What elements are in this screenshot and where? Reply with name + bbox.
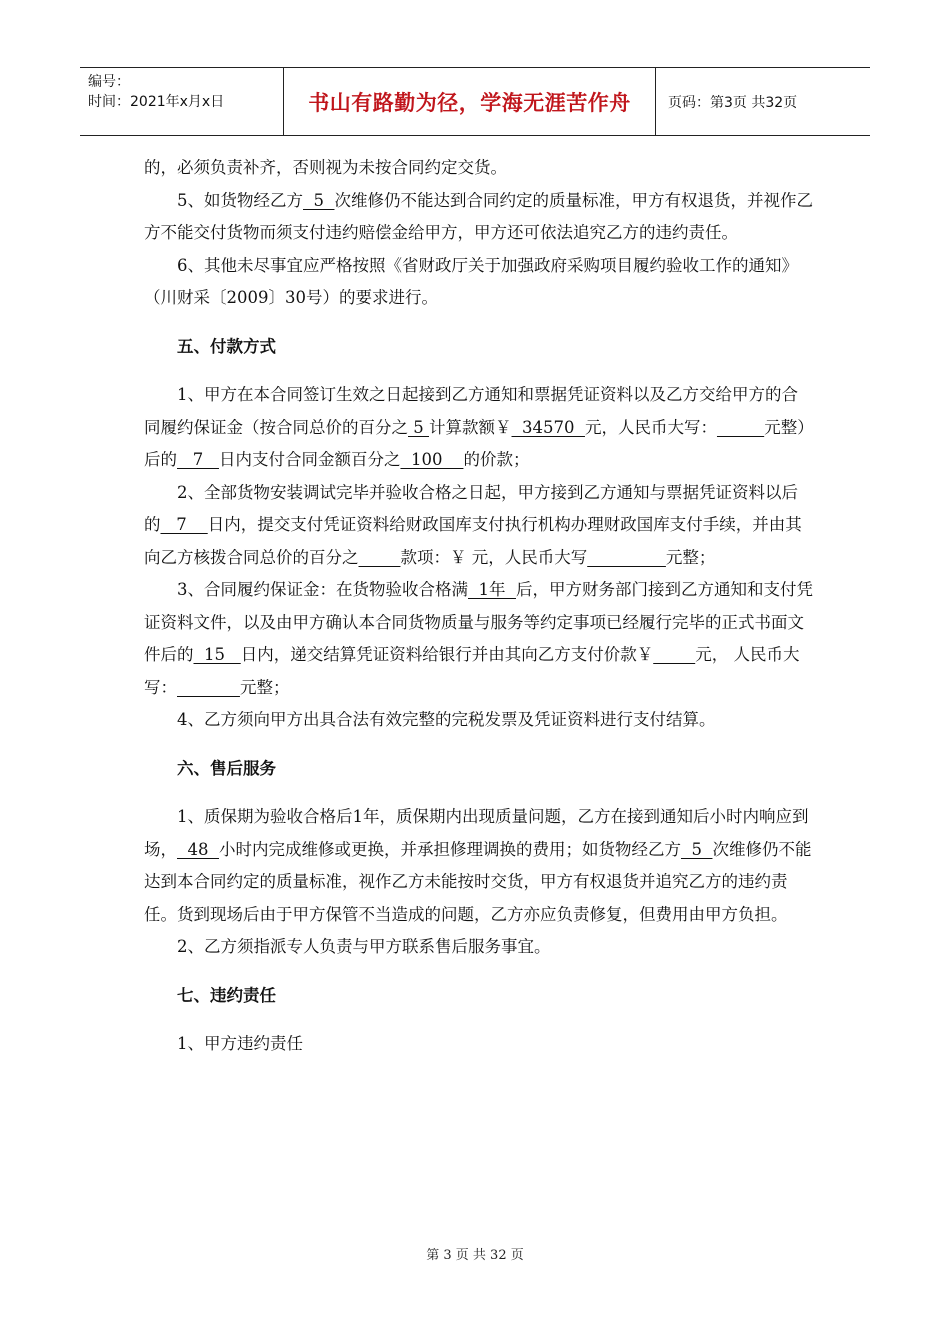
paragraph — [144, 185, 814, 250]
blank-field — [717, 418, 764, 437]
page-footer: 第 3 页 共 32 页 — [426, 1248, 524, 1263]
section-heading: 五、付款方式 — [177, 336, 276, 356]
document-number-label: 编号： — [88, 74, 130, 90]
text: 日内，递交结算凭证资料给银行并由其向乙方支付价款￥ — [240, 645, 654, 664]
text: 元整； — [665, 547, 716, 567]
paragraph: 2、乙方须指派专人负责与甲方联系售后服务事宜。 — [177, 937, 551, 956]
blank-field: 5 — [680, 839, 713, 859]
section-heading: 七、违约责任 — [177, 985, 276, 1005]
text: 3、合同履约保证金：在货物验收合格满 — [177, 580, 468, 599]
text: 次维修仍不能达到本合同约定的质量标准，视作乙方未能按时交货，甲方有权退货并追究乙方的违约责任。货到现场后由于甲方保管不当造成的问题，乙方亦应负责修复，但费用由甲方负担。 — [144, 839, 812, 924]
paragraph — [144, 379, 814, 477]
blank-field: 1年 — [468, 580, 516, 599]
header-meta — [80, 68, 284, 135]
blank-field: 7 — [160, 515, 208, 534]
paragraph: 1、甲方违约责任 — [177, 1034, 303, 1053]
page-header — [80, 67, 870, 136]
text: 后，甲方财务部门接到乙方通知和支付凭证资料文件，以及由甲方确认本合同货物质量与服务等约定事项已经履行完毕的正式书面文件后的 — [144, 580, 813, 664]
header-motto: 书山有路勤为径，学海无涯苦作舟 — [284, 68, 656, 135]
text: 小时内完成维修或更换，并承担修理调换的费用；如货物经乙方 — [218, 839, 681, 859]
text: 次维修仍不能达到合同约定的质量标准，甲方有权退货，并视作乙方不能交付货物而须支付违约赔偿金给甲方，甲方还可依法追究乙方的违约责任。 — [144, 190, 813, 242]
text: 元， 人民币大写： — [144, 645, 800, 697]
blank-field: 34570 — [511, 417, 585, 437]
text: 的价款； — [463, 450, 530, 469]
document-date: 时间：2021年x月x日 — [88, 94, 225, 110]
text: 日内支付合同金额百分之 — [218, 450, 401, 469]
text: 2、全部货物安装调试完毕并验收合格之日起，甲方接到乙方通知与票据凭证资料以后的 — [144, 482, 798, 534]
paragraph: 6、其他未尽事宜应严格按照《省财政厅关于加强政府采购项目履约验收工作的通知》（川财采〔2009〕30号）的要求进行。 — [144, 255, 798, 307]
blank-field — [177, 678, 240, 697]
blank-field: 5 — [408, 417, 429, 437]
blank-field: 100 — [400, 450, 464, 469]
blank-field: 15 — [193, 645, 241, 664]
paragraph — [144, 574, 814, 704]
blank-field: 7 — [177, 450, 219, 469]
paragraph: 4、乙方须向甲方出具合法有效完整的完税发票及凭证资料进行支付结算。 — [177, 710, 716, 729]
blank-field: 48 — [177, 839, 219, 859]
document-body — [144, 152, 814, 1061]
text: 1、甲方在本合同签订生效之日起接到乙方通知和票据凭证资料以及乙方交给甲方的合同履约保证金（按合同总价的百分之 — [144, 385, 798, 437]
text: 元，人民币大写： — [584, 417, 717, 437]
text: 款项：￥ 元，人民币大写 — [400, 547, 588, 567]
text: 元整； — [239, 677, 290, 697]
text: 5、如货物经乙方 — [177, 190, 303, 210]
blank-field — [653, 645, 695, 664]
paragraph — [144, 477, 814, 575]
paragraph: 的，必须负责补齐，否则视为未按合同约定交货。 — [144, 158, 507, 177]
blank-field — [587, 548, 666, 567]
blank-field — [359, 548, 401, 567]
paragraph — [144, 801, 814, 931]
section-heading: 六、售后服务 — [177, 758, 276, 778]
text: 1、质保期为验收合格后1年，质保期内出现质量问题，乙方在接到通知后小时内响应到场， — [144, 807, 809, 859]
text: 日内，提交支付凭证资料给财政国库支付执行机构办理财政国库支付手续，并由其向乙方核拨合同总价的百分之 — [144, 515, 802, 567]
text: 计算款额￥ — [429, 417, 512, 437]
blank-field: 5 — [303, 190, 335, 210]
header-page-info: 页码：第3页 共32页 — [668, 94, 798, 111]
text: 元整）后的 — [144, 417, 814, 469]
